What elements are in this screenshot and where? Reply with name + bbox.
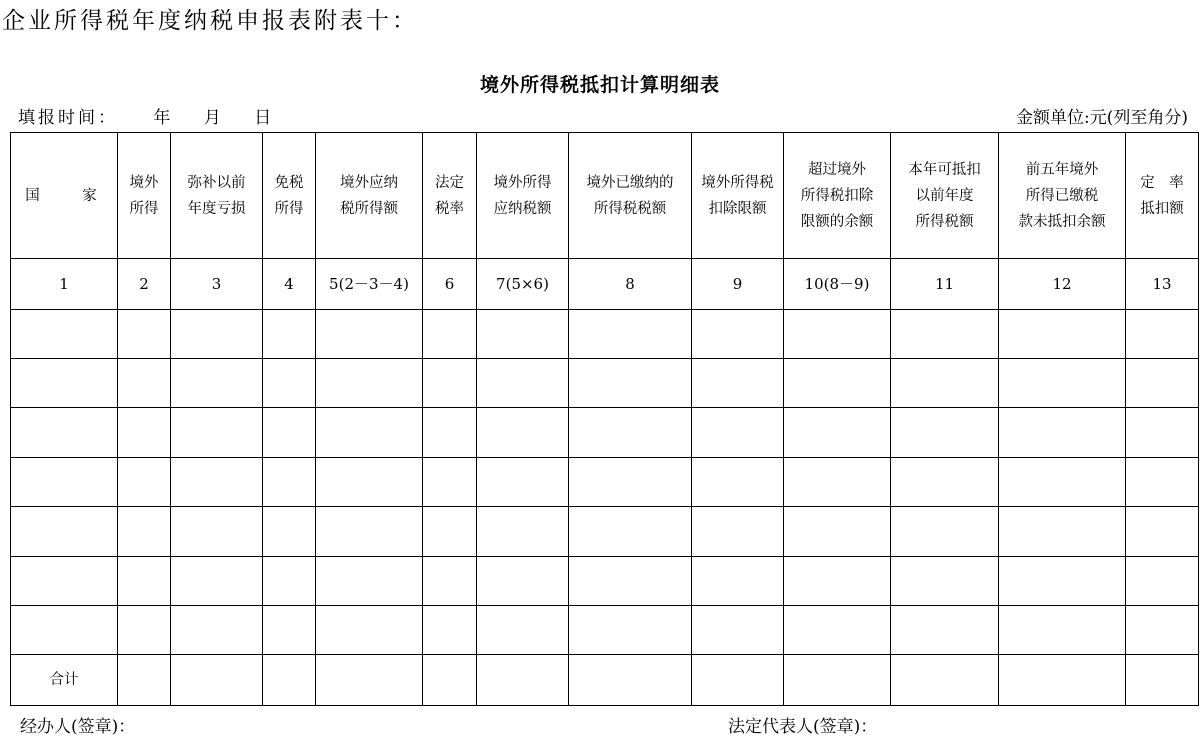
fill-date: [18, 103, 271, 128]
table-cell[interactable]: [891, 606, 999, 655]
table-cell[interactable]: [569, 408, 692, 457]
table-cell[interactable]: [263, 556, 316, 605]
table-row: [11, 606, 1199, 655]
table-cell[interactable]: [11, 309, 118, 358]
table-cell[interactable]: [171, 556, 263, 605]
table-cell[interactable]: [692, 556, 784, 605]
table-cell[interactable]: [999, 606, 1126, 655]
table-cell[interactable]: [569, 457, 692, 506]
header-cell-five-year-balance: [999, 133, 1126, 259]
table-cell[interactable]: [171, 457, 263, 506]
table-cell[interactable]: [692, 606, 784, 655]
header-cell-tax-paid-abroad: [569, 133, 692, 259]
table-cell[interactable]: [569, 556, 692, 605]
table-cell[interactable]: [692, 309, 784, 358]
header-cell-deduction-limit: [692, 133, 784, 259]
column-number: 8: [569, 259, 692, 309]
table-cell[interactable]: [999, 655, 1126, 706]
header-text: 弥补以前 年度亏损: [187, 174, 246, 217]
total-label: 合计: [11, 655, 118, 706]
column-number: 11: [891, 259, 999, 309]
column-number: 6: [423, 259, 477, 309]
header-cell-prior-loss: [171, 133, 263, 259]
table-cell[interactable]: [316, 358, 423, 407]
header-text: 境外所得税 扣除限额: [701, 174, 774, 217]
table-cell[interactable]: [263, 358, 316, 407]
table-cell[interactable]: [11, 556, 118, 605]
table-cell[interactable]: [1126, 507, 1199, 556]
table-cell[interactable]: [423, 507, 477, 556]
table-cell[interactable]: [263, 655, 316, 706]
table-cell[interactable]: [11, 457, 118, 506]
header-text: 本年可抵扣 以前年度 所得税额: [908, 161, 981, 230]
table-cell[interactable]: [1126, 457, 1199, 506]
table-cell[interactable]: [263, 408, 316, 457]
header-text: 境外已缴纳的 所得税税额: [586, 174, 674, 217]
table-cell[interactable]: [423, 309, 477, 358]
table-cell[interactable]: [1126, 408, 1199, 457]
table-cell[interactable]: [423, 556, 477, 605]
table-cell[interactable]: [263, 507, 316, 556]
table-cell[interactable]: [118, 606, 171, 655]
table-cell[interactable]: [477, 457, 569, 506]
table-cell[interactable]: [118, 507, 171, 556]
table-cell[interactable]: [999, 358, 1126, 407]
table-cell[interactable]: [477, 408, 569, 457]
table-cell[interactable]: [692, 457, 784, 506]
table-cell[interactable]: [423, 408, 477, 457]
table-cell[interactable]: [316, 507, 423, 556]
column-number: 13: [1126, 259, 1199, 309]
table-cell[interactable]: [784, 655, 891, 706]
table-cell[interactable]: [999, 408, 1126, 457]
table-cell[interactable]: [784, 408, 891, 457]
table-row: [11, 309, 1199, 358]
column-number: 1: [11, 259, 118, 309]
table-row: [11, 507, 1199, 556]
header-cell-taxable-income: [316, 133, 423, 259]
table-cell[interactable]: [263, 457, 316, 506]
total-row: [11, 655, 1199, 706]
table-cell[interactable]: [999, 556, 1126, 605]
table-cell[interactable]: [891, 408, 999, 457]
table-cell[interactable]: [784, 358, 891, 407]
table-cell[interactable]: [692, 408, 784, 457]
table-row: [11, 358, 1199, 407]
table-cell[interactable]: [891, 556, 999, 605]
table-cell[interactable]: [263, 309, 316, 358]
table-cell[interactable]: [423, 655, 477, 706]
table-cell[interactable]: [999, 457, 1126, 506]
header-cell-country: [11, 133, 118, 259]
table-cell[interactable]: [569, 309, 692, 358]
header-cell-fixed-rate-credit: [1126, 133, 1199, 259]
table-cell[interactable]: [477, 606, 569, 655]
table-cell[interactable]: [171, 408, 263, 457]
table-cell[interactable]: [171, 507, 263, 556]
table-cell[interactable]: [477, 358, 569, 407]
table-cell[interactable]: [477, 655, 569, 706]
header-cell-foreign-income: [118, 133, 171, 259]
table-cell[interactable]: [891, 507, 999, 556]
header-text: 境外 所得: [129, 174, 159, 217]
table-cell[interactable]: [784, 507, 891, 556]
column-number: 4: [263, 259, 316, 309]
table-cell[interactable]: [263, 606, 316, 655]
table-cell[interactable]: [171, 655, 263, 706]
header-text: 免税 所得: [274, 174, 304, 217]
table-cell[interactable]: [118, 309, 171, 358]
table-cell[interactable]: [1126, 606, 1199, 655]
header-cell-prior-year-credit: [891, 133, 999, 259]
column-number: 3: [171, 259, 263, 309]
table-cell[interactable]: [999, 507, 1126, 556]
table-cell[interactable]: [171, 358, 263, 407]
table-cell[interactable]: [891, 309, 999, 358]
table-cell[interactable]: [118, 457, 171, 506]
legal-rep-signature-label: 法定代表人(签章)：: [728, 717, 878, 737]
table-cell[interactable]: [118, 408, 171, 457]
header-text: 国 家: [25, 187, 111, 204]
table-cell[interactable]: [316, 655, 423, 706]
table-cell[interactable]: [692, 507, 784, 556]
table-row: [11, 457, 1199, 506]
table-cell[interactable]: [1126, 358, 1199, 407]
header-text: 境外应纳 税所得额: [340, 174, 398, 217]
column-number-row: [11, 259, 1199, 309]
fill-date-year: 年: [153, 108, 171, 128]
deduction-table: [10, 132, 1199, 706]
table-cell[interactable]: [423, 358, 477, 407]
table-cell[interactable]: [11, 358, 118, 407]
table-cell[interactable]: [569, 507, 692, 556]
header-row: [11, 133, 1199, 259]
table-cell[interactable]: [784, 606, 891, 655]
table-cell[interactable]: [891, 457, 999, 506]
amount-unit-note: 金额单位:元(列至角分): [1016, 108, 1188, 128]
table-cell[interactable]: [11, 606, 118, 655]
table-cell[interactable]: [171, 309, 263, 358]
table-cell[interactable]: [316, 309, 423, 358]
column-number: 7(5×6): [477, 259, 569, 309]
table-cell[interactable]: [423, 457, 477, 506]
header-text: 前五年境外 所得已缴税 款未抵扣余额: [1018, 161, 1106, 230]
header-text: 境外所得 应纳税额: [493, 174, 552, 217]
table-cell[interactable]: [171, 606, 263, 655]
header-cell-tax-payable: [477, 133, 569, 259]
table-cell[interactable]: [316, 556, 423, 605]
column-number: 2: [118, 259, 171, 309]
table-cell[interactable]: [1126, 556, 1199, 605]
table-cell[interactable]: [477, 309, 569, 358]
table-cell[interactable]: [784, 309, 891, 358]
table-cell[interactable]: [999, 309, 1126, 358]
table-cell[interactable]: [569, 606, 692, 655]
table-cell[interactable]: [477, 507, 569, 556]
table-cell[interactable]: [118, 358, 171, 407]
table-cell[interactable]: [692, 655, 784, 706]
table-cell[interactable]: [569, 655, 692, 706]
header-text: 定 率 抵扣额: [1140, 174, 1184, 217]
handler-signature-label: 经办人(签章)：: [20, 717, 136, 737]
table-cell[interactable]: [784, 457, 891, 506]
header-text: 法定 税率: [435, 174, 464, 217]
table-cell[interactable]: [118, 556, 171, 605]
table-cell[interactable]: [118, 655, 171, 706]
table-cell[interactable]: [692, 358, 784, 407]
header-cell-statutory-rate: [423, 133, 477, 259]
fill-date-month: 月: [203, 108, 221, 128]
table-cell[interactable]: [316, 408, 423, 457]
column-number: 9: [692, 259, 784, 309]
table-cell[interactable]: [1126, 655, 1199, 706]
table-cell[interactable]: [1126, 309, 1199, 358]
form-heading: 企业所得税年度纳税申报表附表十：: [2, 8, 418, 34]
table-cell[interactable]: [477, 556, 569, 605]
column-number: 5(2－3－4): [316, 259, 423, 309]
table-cell[interactable]: [891, 358, 999, 407]
table-cell[interactable]: [316, 606, 423, 655]
table-row: [11, 408, 1199, 457]
table-cell[interactable]: [11, 507, 118, 556]
table-cell[interactable]: [11, 408, 118, 457]
table-cell[interactable]: [569, 358, 692, 407]
header-cell-excess-balance: [784, 133, 891, 259]
fill-date-label: 填报时间：: [18, 108, 118, 128]
column-number: 12: [999, 259, 1126, 309]
column-number: 10(8－9): [784, 259, 891, 309]
header-text: 超过境外 所得税扣除 限额的余额: [800, 161, 874, 230]
form-title: 境外所得税抵扣计算明细表: [479, 74, 720, 96]
table-row: [11, 556, 1199, 605]
table-cell[interactable]: [316, 457, 423, 506]
table-cell[interactable]: [891, 655, 999, 706]
header-cell-exempt-income: [263, 133, 316, 259]
table-cell[interactable]: [423, 606, 477, 655]
fill-date-day: 日: [254, 108, 272, 128]
table-cell[interactable]: [784, 556, 891, 605]
